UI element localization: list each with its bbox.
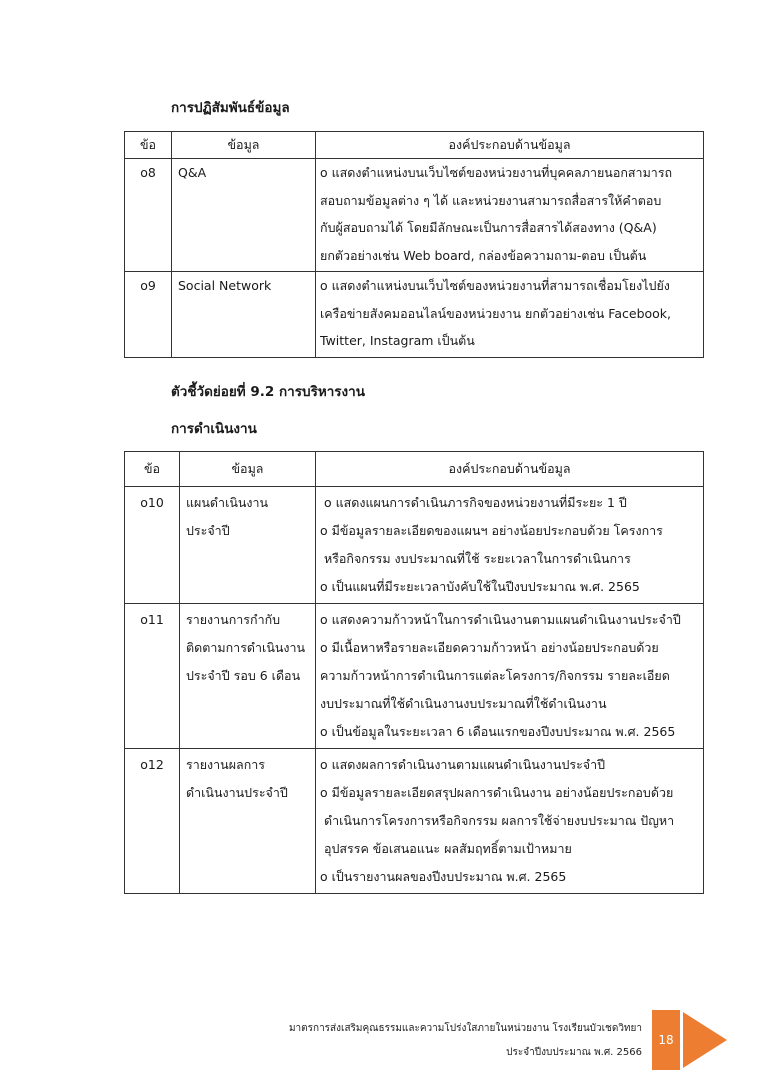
item-content-line: o เป็นรายงานผลของปีงบประมาณ พ.ศ. 2565 [320,869,567,884]
interaction-table [124,131,704,358]
item-content [316,604,704,749]
header-number: ข้อ [125,132,172,159]
item-content-line: กับผู้สอบถามได้ โดยมีลักษณะเป็นการสื่อสารได้สองทาง (Q&A) [320,220,657,235]
table-header-row [125,132,704,159]
header-content: องค์ประกอบด้านข้อมูล [316,132,704,159]
item-number-text: o10 [140,495,164,510]
header-info: ข้อมูล [172,132,316,159]
table-row [125,604,704,749]
section-heading-management: ตัวชี้วัดย่อยที่ 9.2 การบริหารงาน [171,384,365,400]
item-info-line: รายงานการกำกับ [186,612,281,627]
item-number [125,159,172,272]
operations-table [124,451,704,894]
item-content-line: o มีเนื้อหาหรือรายละเอียดความก้าวหน้า อย่างน้อยประกอบด้วย [320,640,659,655]
item-number [125,272,172,358]
item-number-text: o8 [140,165,156,180]
item-info-line: ติดตามการดำเนินงาน [186,640,306,655]
item-content [316,159,704,272]
subheading-operations: การดำเนินงาน [171,421,257,437]
footer-organization: มาตรการส่งเสริมคุณธรรมและความโปร่งใสภายในหน่วยงาน โรงเรียนบัวเชดวิทยา [288,1023,642,1034]
item-info-line: แผนดำเนินงาน [186,495,269,510]
table-row [125,749,704,894]
item-info-line: ประจำปี รอบ 6 เดือน [186,668,301,683]
item-content-line: ความก้าวหน้าการดำเนินการแต่ละโครงการ/กิจกรรม รายละเอียด [320,668,670,683]
item-content-line: o แสดงความก้าวหน้าในการดำเนินงานตามแผนดำเนินงานประจำปี [320,612,681,627]
header-content: องค์ประกอบด้านข้อมูล [316,452,704,487]
item-content-line: o เป็นข้อมูลในระยะเวลา 6 เดือนแรกของปีงบประมาณ พ.ศ. 2565 [320,724,676,739]
page-number: 18 [652,1010,680,1070]
item-content-line: อุปสรรค ข้อเสนอแนะ ผลสัมฤทธิ์ตามเป้าหมาย [320,841,572,856]
item-content-line: o แสดงตำแหน่งบนเว็บไซต์ของหน่วยงานที่บุคคลภายนอกสามารถ [320,165,673,180]
item-content-line: เครือข่ายสังคมออนไลน์ของหน่วยงาน ยกตัวอย่างเช่น Facebook, [320,305,672,321]
item-content [316,487,704,604]
item-info-line: Social Network [178,278,272,293]
item-number [125,749,180,894]
header-number: ข้อ [125,452,180,487]
item-content-line: o มีข้อมูลรายละเอียดของแผนฯ อย่างน้อยประกอบด้วย โครงการ [320,523,663,538]
item-number [125,604,180,749]
item-info-line: ประจำปี [186,523,230,538]
item-number [125,487,180,604]
item-content-line: หรือกิจกรรม งบประมาณที่ใช้ ระยะเวลาในการดำเนินการ [320,551,631,566]
item-content-line: ยกตัวอย่างเช่น Web board, กล่องข้อความถาม-ตอบ เป็นต้น [320,247,647,263]
table-row [125,487,704,604]
item-info [180,749,316,894]
item-content-line: o เป็นแผนที่มีระยะเวลาบังคับใช้ในปีงบประมาณ พ.ศ. 2565 [320,579,640,594]
footer-fiscal-year: ประจำปีงบประมาณ พ.ศ. 2566 [506,1047,642,1058]
item-info-line: รายงานผลการ [186,757,266,772]
table-row [125,272,704,358]
section-heading-interaction: การปฏิสัมพันธ์ข้อมูล [171,100,290,116]
item-content-line: o มีข้อมูลรายละเอียดสรุปผลการดำเนินงาน อย่างน้อยประกอบด้วย [320,785,674,800]
item-content [316,749,704,894]
header-info: ข้อมูล [180,452,316,487]
arrow-right-icon [683,1012,727,1068]
item-info-line: ดำเนินงานประจำปี [186,785,288,800]
item-number-text: o11 [140,612,164,627]
item-content-line: ดำเนินการโครงการหรือกิจกรรม ผลการใช้จ่ายงบประมาณ ปัญหา [320,813,675,828]
item-info [172,159,316,272]
item-info [180,604,316,749]
item-content-line: o แสดงตำแหน่งบนเว็บไซต์ของหน่วยงานที่สามารถเชื่อมโยงไปยัง [320,278,670,293]
table-row [125,159,704,272]
item-number-text: o12 [140,757,164,772]
item-info [180,487,316,604]
item-content-line: o แสดงแผนการดำเนินภารกิจของหน่วยงานที่มีระยะ 1 ปี [320,495,627,510]
item-content-line: Twitter, Instagram เป็นต้น [320,333,475,348]
item-info [172,272,316,358]
item-content-line: o แสดงผลการดำเนินงานตามแผนดำเนินงานประจำปี [320,757,606,772]
item-content [316,272,704,358]
table-header-row [125,452,704,487]
item-content-line: สอบถามข้อมูลต่าง ๆ ได้ และหน่วยงานสามารถสื่อสารให้คำตอบ [320,192,662,208]
item-info-line: Q&A [178,165,207,180]
item-content-line: งบประมาณที่ใช้ดำเนินงานงบประมาณที่ใช้ดำเนินงาน [320,696,607,711]
item-number-text: o9 [140,278,156,293]
